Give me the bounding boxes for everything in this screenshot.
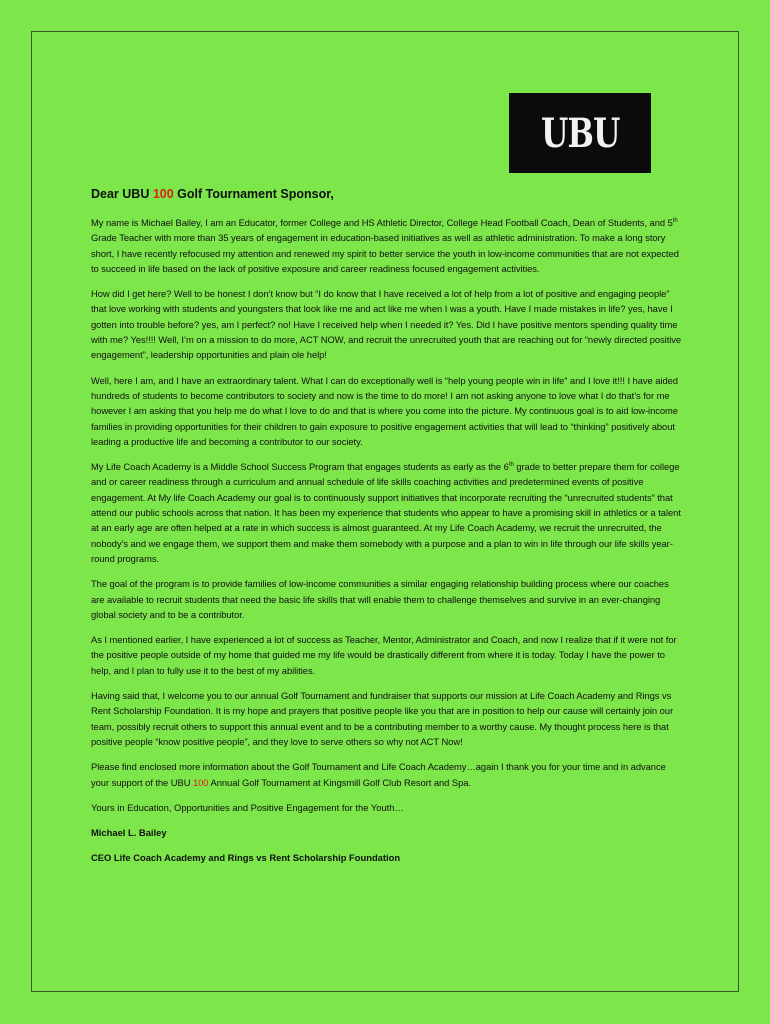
paragraph-goal: The goal of the program is to provide families of low-income communities a similar engaging relationship building process where our coaches are available to recruit students that need the basic life skills that will enable them to challenge themselves and survive in an ever-changing global society and to be a contributor. (91, 578, 669, 620)
enclosed-before: Please find enclosed more information about the Golf Tournament and Life Coach Academy…again I thank you for your time and in advance your support of the UBU (91, 761, 666, 788)
salutation-suffix: Golf Tournament Sponsor, (173, 187, 334, 201)
signer-title: CEO Life Coach Academy and Rings vs Rent Scholarship Foundation (91, 851, 401, 863)
paragraph-how: How did I get here? Well to be honest I don’t know but “I do know that I have received a lot of help from a lot of positive and engaging people” that love working with students and youngsters that look like me and act like me when I was a youth. Have I made mistakes in life? yes, have I gotten into trouble before? yes, am I perfect? no! Have I received help when I needed it? Yes. Did I have positive mentors spending quality time with me? Yes!!!! Well, I’m on a mission to do more, ACT NOW, and recruit the unrecruited youth that are reaching out for “newly directed positive engagement”, leadership opportunities and plain ole help! (91, 288, 682, 361)
paragraph-intro: My name is Michael Bailey, I am an Educator, former College and HS Athletic Director, College Head Football Coach, Dean of Students, and 5th Grade Teacher with more than 35 years of engagement in education-based initiatives as well as athletic administration. To make a long story short, I have recently refocused my attention and renewed my spirit to better service the youth in low-income communities that are not expected to succeed in life based on the lack of positive exposure and career readiness focused engagement activities. (91, 217, 679, 274)
salutation-number: 100 (152, 187, 174, 201)
paragraph-enclosed (91, 759, 683, 790)
ubu-logo (509, 93, 651, 173)
paragraph-academy: My Life Coach Academy is a Middle School Success Program that engages students as early as the 6th grade to better prepare them for college and or career readiness through a curriculum and annual schedule of life skills coaching activities and predetermined events of positive engagement. At My life Coach Academy our goal is to continuously support initiatives that incorporate recruiting the “unrecruited students” that attend our public schools across that nation. It has been my experience that students who appear to have a promising skill in athletics or a talent at an early age are often helped at a rate in which success is almost guaranteed. At my Life Coach Academy, we recruit the unrecruited, the nobody’s and we engage them, we support them and make them somebody with a purpose and a plan to win in life through our life skills year-round programs. (91, 461, 681, 564)
paragraph-success: As I mentioned earlier, I have experienced a lot of success as Teacher, Mentor, Administrator and Coach, and now I realize that if it were not for the positive people outside of my home that guided me my life would be drastically different from where it is today. Today I have the power to help, and I plan to fully use it to the best of my abilities. (91, 634, 677, 676)
logo-text: UBU (540, 109, 620, 157)
enclosed-number: 100 (192, 776, 209, 788)
enclosed-after: Annual Golf Tournament at Kingsmill Golf Club Resort and Spa. (208, 776, 471, 788)
closing-line: Yours in Education, Opportunities and Positive Engagement for the Youth… (91, 801, 404, 813)
paragraph-welcome: Having said that, I welcome you to our annual Golf Tournament and fundraiser that supports our mission at Life Coach Academy and Rings vs Rent Scholarship Foundation. It is my hope and prayers that positive people like you that are in position to help our cause will certainly join our team, possibly recruit others to support this annual event and to be a contributing member to a worthy cause. My thought process here is that positive people “know positive people”, and they love to serve others so why not ACT Now! (91, 690, 674, 747)
letter-body (91, 184, 683, 875)
salutation (91, 184, 683, 204)
signer-name: Michael L. Bailey (91, 826, 167, 838)
salutation-prefix: Dear UBU (91, 187, 153, 201)
paragraph-talent: Well, here I am, and I have an extraordinary talent. What I can do exceptionally well is “help young people win in life” and I love it!!! I have aided hundreds of students to become contributors to society and now is the time to do more! I am not asking anyone to love what I do that’s for me however I am asking that you help me do what I love to do and that is where you come into the picture. My continuous goal is to aid low-income families in providing opportunities for their children to gain exposure to positive engagement activities that will lead to “thinking” positively about leading a productive life and becoming a contributor to our society. (91, 374, 678, 447)
